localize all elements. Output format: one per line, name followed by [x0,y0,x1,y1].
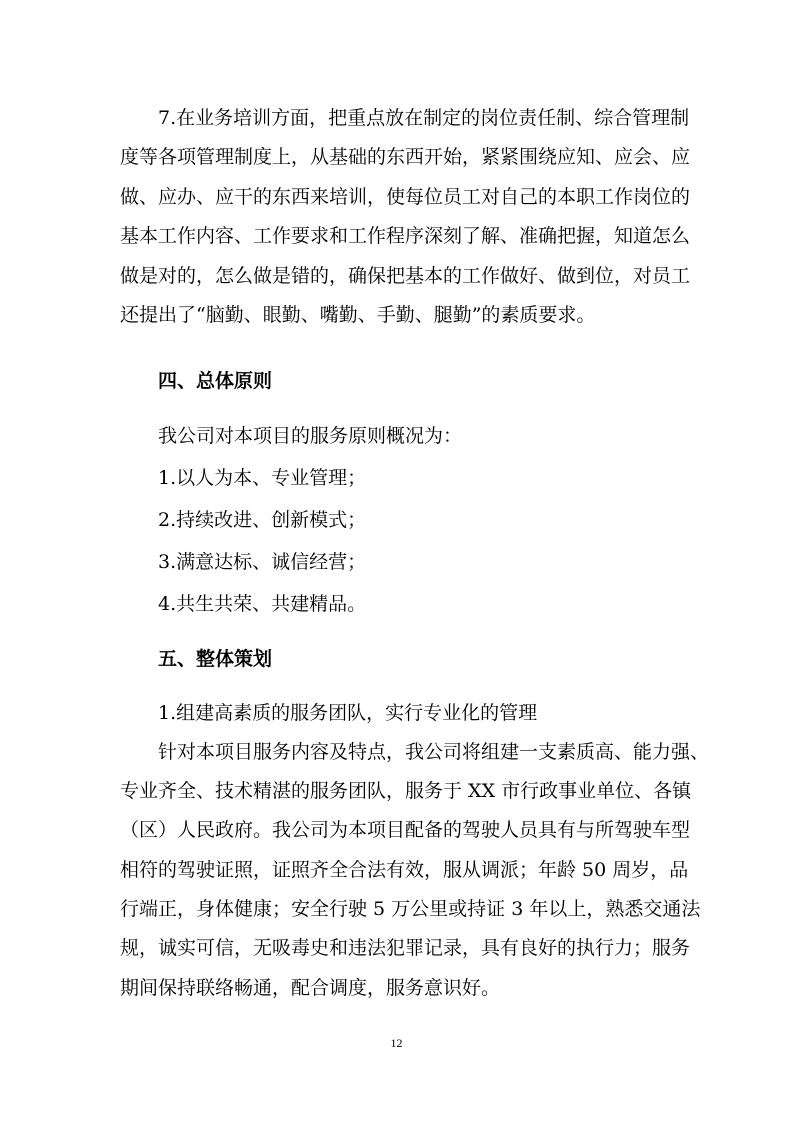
section-heading-principles: 四、总体原则 [158,370,273,392]
paragraph-line: 还提出了“脑勤、眼勤、嘴勤、手勤、腿勤”的素质要求。 [120,304,596,326]
section-heading-planning: 五、整体策划 [158,648,273,670]
principle-item: 2.持续改进、创新模式； [158,509,367,531]
principle-item: 4.共生共荣、共建精品。 [158,593,367,615]
paragraph-line: 针对本项目服务内容及特点，我公司将组建一支素质高、能力强、 [158,741,710,763]
paragraph-line: 基本工作内容、工作要求和工作程序深刻了解、准确把握，知道怎么 [120,225,691,247]
paragraph-line: 度等各项管理制度上，从基础的东西开始，紧紧围绕应知、应会、应 [120,146,691,168]
paragraph-line: 行端正，身体健康；安全行驶 5 万公里或持证 3 年以上，熟悉交通法 [120,898,701,920]
paragraph-line: 期间保持联络畅通，配合调度，服务意识好。 [120,977,501,999]
paragraph-line: （区）人民政府。我公司为本项目配备的驾驶人员具有与所驾驶车型 [120,819,691,841]
principle-item: 1.以人为本、专业管理； [158,467,367,489]
paragraph-line: 专业齐全、技术精湛的服务团队，服务于 XX 市行政事业单位、各镇 [120,780,692,802]
principle-item: 3.满意达标、诚信经营； [158,551,367,573]
page-number: 12 [390,1036,403,1050]
paragraph-line: 7.在业务培训方面，把重点放在制定的岗位责任制、综合管理制 [158,107,690,129]
paragraph-line: 相符的驾驶证照，证照齐全合法有效，服从调派；年龄 50 周岁，品 [120,859,689,881]
paragraph-line: 做、应办、应干的东西来培训，使每位员工对自己的本职工作岗位的 [120,186,691,208]
paragraph-line: 做是对的，怎么做是错的，确保把基本的工作做好、做到位，对员工 [120,265,691,287]
planning-subheading: 1.组建高素质的服务团队，实行专业化的管理 [158,702,538,724]
paragraph-line: 规，诚实可信，无吸毒史和违法犯罪记录，具有良好的执行力；服务 [120,937,691,959]
principles-intro: 我公司对本项目的服务原则概况为： [158,425,463,447]
